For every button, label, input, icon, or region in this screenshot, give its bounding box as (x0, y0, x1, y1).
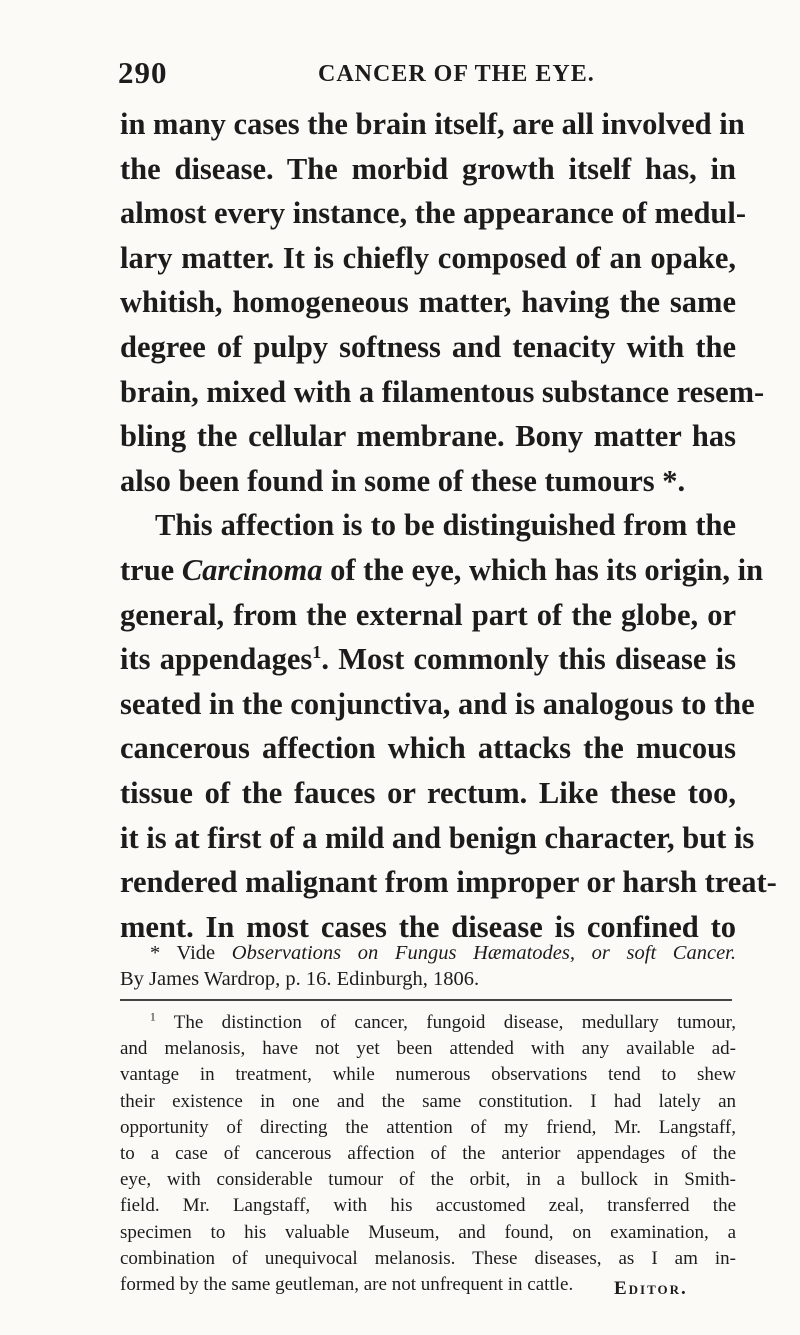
footnote-line: and melanosis, have not yet been attended with any available ad- (120, 1038, 736, 1060)
text-line: ment. In most cases the disease is confined to (120, 909, 736, 944)
text-line: seated in the conjunctiva, and is analogous to the (120, 686, 755, 721)
footnote-marker: 1 (150, 1011, 156, 1024)
footnote-line: their existence in one and the same constitution. I had lately an (120, 1090, 736, 1112)
editor-signature: Editor. (614, 1278, 688, 1299)
text-line: bling the cellular membrane. Bony matter has (120, 419, 736, 454)
page-number: 290 (118, 55, 168, 90)
text-line: whitish, homogeneous matter, having the same (120, 285, 736, 320)
text-span: . Most commonly this disease is (321, 642, 736, 677)
text-line: rendered malignant from improper or harsh treat- (120, 865, 777, 900)
text-line: lary matter. It is chiefly composed of an opake, (120, 240, 736, 275)
footnote-marker: 1 (312, 641, 322, 662)
text-line: brain, mixed with a filamentous substance resem- (120, 374, 765, 409)
running-title: CANCER OF THE EYE. (318, 61, 595, 87)
page-header (118, 55, 730, 95)
text-span: its appendages (120, 642, 313, 677)
italic-title: Observations on Fungus Hæmatodes, or soft Cancer. (231, 942, 736, 964)
main-text (120, 102, 777, 949)
text-line: almost every instance, the appearance of medul- (120, 196, 746, 231)
text-line (120, 637, 736, 682)
footnote-line: vantage in treatment, while numerous observations tend to shew (120, 1064, 736, 1086)
text-line: it is at first of a mild and benign character, but is (120, 820, 755, 855)
text-line (120, 548, 764, 593)
footnote-line: to a case of cancerous affection of the anterior appendages of the (120, 1142, 736, 1164)
text-line: This affection is to be distinguished from the (155, 508, 736, 543)
footnote-line: opportunity of directing the attention of my friend, Mr. Langstaff, (120, 1116, 736, 1138)
italic-term: Carcinoma (181, 552, 323, 587)
footnote-line: combination of unequivocal melanosis. These diseases, as I am in- (120, 1247, 736, 1269)
text-span: true (120, 552, 182, 587)
text-span: * Vide (150, 942, 232, 964)
footnote-star (120, 940, 736, 992)
text-line: degree of pulpy softness and tenacity with the (120, 329, 736, 364)
text-line: cancerous affection which attacks the mucous (120, 731, 736, 766)
text-line: also been found in some of these tumours *. (120, 463, 686, 498)
footnote-line: By James Wardrop, p. 16. Edinburgh, 1806. (120, 968, 480, 990)
text-line: the disease. The morbid growth itself has, in (120, 151, 736, 186)
footnote-line (120, 940, 736, 966)
text-line: tissue of the fauces or rectum. Like these too, (120, 775, 736, 810)
text-line: general, from the external part of the globe, or (120, 597, 736, 632)
text-span: The distinction of cancer, fungoid disease, medullary tumour, (155, 1012, 736, 1033)
text-span: of the eye, which has its origin, in (322, 552, 764, 587)
footnote-one (120, 1010, 736, 1298)
footnote-line: specimen to his valuable Museum, and found, on examination, a (120, 1221, 736, 1243)
footnote-divider (120, 999, 732, 1001)
footnote-line: formed by the same geutleman, are not unfrequent in cattle. (120, 1273, 574, 1295)
footnote-line: field. Mr. Langstaff, with his accustomed zeal, transferred the (120, 1195, 736, 1217)
footnote-line (120, 1010, 736, 1036)
text-line: in many cases the brain itself, are all involved in (120, 107, 745, 141)
footnote-line: eye, with considerable tumour of the orbit, in a bullock in Smith- (120, 1169, 736, 1191)
